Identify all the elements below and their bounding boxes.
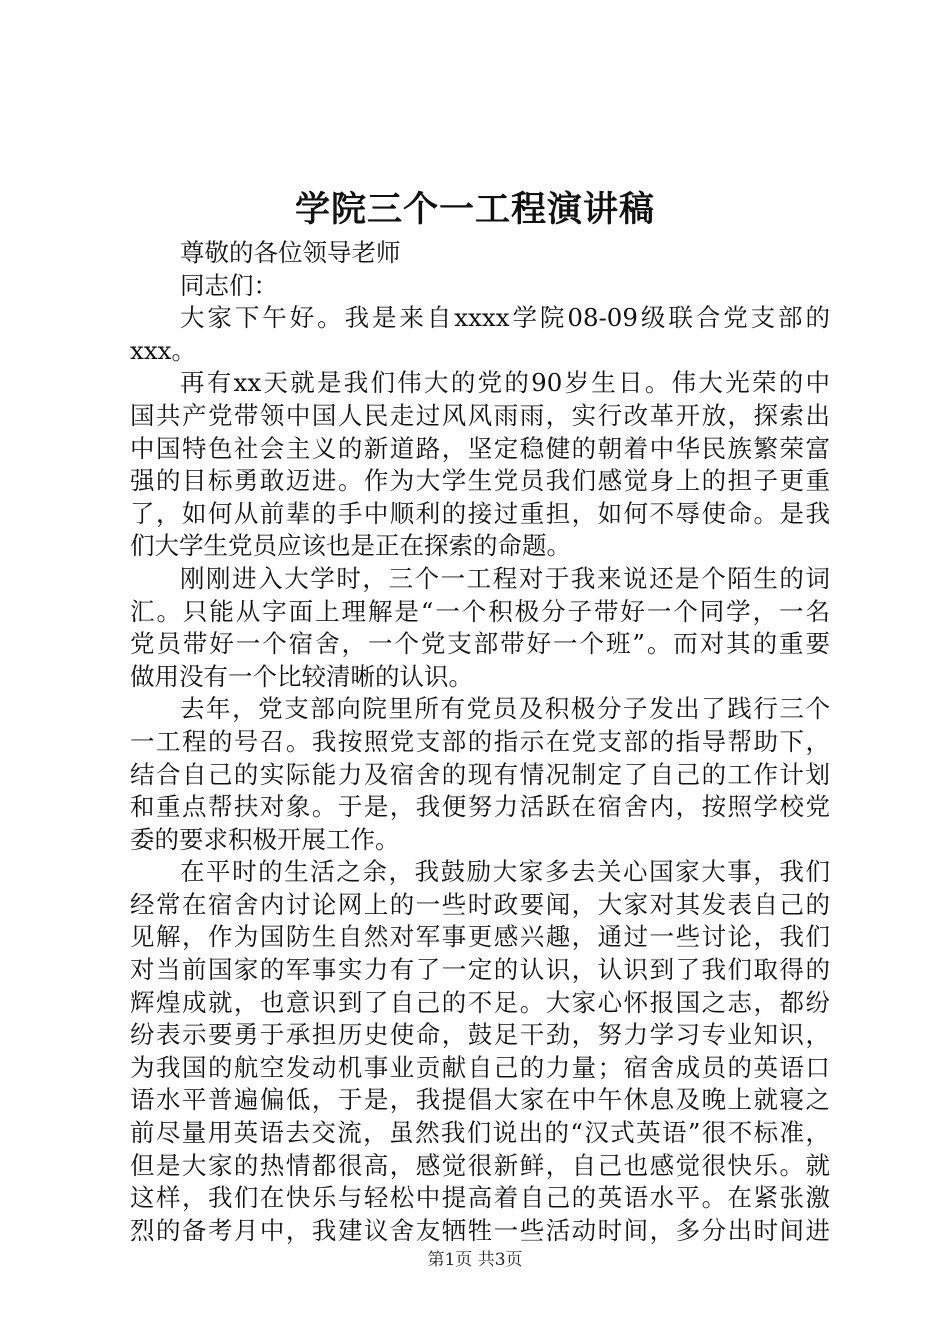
- text-line: 强的目标勇敢迈进。作为大学生党员我们感觉身上的担子更重: [130, 466, 830, 496]
- text-line: 烈的备考月中，我建议舍友牺牲一些活动时间，多分出时间进: [130, 1215, 830, 1245]
- text-line: 们大学生党员应该也是正在探索的命题。: [130, 531, 571, 561]
- text-line: 前尽量用英语去交流，虽然我们说出的“汉式英语”很不标准，: [130, 1118, 830, 1148]
- text-line: 国共产党带领中国人民走过风风雨雨，实行改革开放，探索出: [130, 400, 830, 430]
- text-line: 和重点帮扶对象。于是，我便努力活跃在宿舍内，按照学校党: [130, 792, 830, 822]
- text-line: 刚刚进入大学时，三个一工程对于我来说还是个陌生的词: [180, 563, 830, 593]
- text-line: 为我国的航空发动机事业贡献自己的力量；宿舍成员的英语口: [130, 1052, 830, 1082]
- text-line: 语水平普遍偏低，于是，我提倡大家在中午休息及晚上就寝之: [130, 1085, 830, 1115]
- text-line: 在平时的生活之余，我鼓励大家多去关心国家大事，我们: [180, 857, 830, 887]
- text-line: 去年，党支部向院里所有党员及积极分子发出了践行三个: [180, 694, 830, 724]
- text-line: 党员带好一个宿舍，一个党支部带好一个班”。而对其的重要: [130, 629, 830, 659]
- text-line: 同志们：: [180, 270, 278, 300]
- document-title: 学院三个一工程演讲稿: [294, 189, 655, 230]
- text-line: 但是大家的热情都很高，感觉很新鲜，自己也感觉很快乐。就: [130, 1150, 830, 1180]
- text-line: 再有xx天就是我们伟大的党的90岁生日。伟大光荣的中: [180, 368, 830, 398]
- text-line: 中国特色社会主义的新道路，坚定稳健的朝着中华民族繁荣富: [130, 433, 830, 463]
- text-line: 经常在宿舍内讨论网上的一些时政要闻，大家对其发表自己的: [130, 889, 830, 919]
- text-line: 做用没有一个比较清晰的认识。: [130, 661, 473, 691]
- text-line: 一工程的号召。我按照党支部的指示在党支部的指导帮助下，: [130, 726, 830, 756]
- text-line: 大家下午好。我是来自xxxx学院08-09级联合党支部的: [180, 303, 830, 333]
- text-line: 纷表示要勇于承担历史使命，鼓足干劲，努力学习专业知识，: [130, 1020, 830, 1050]
- document-body: [130, 237, 830, 1247]
- text-line: 委的要求积极开展工作。: [130, 824, 400, 854]
- page-footer: 第1页 共3页: [427, 1250, 523, 1270]
- text-line: 这样，我们在快乐与轻松中提高着自己的英语水平。在紧张激: [130, 1183, 830, 1213]
- text-line: 对当前国家的军事实力有了一定的认识，认识到了我们取得的: [130, 955, 830, 985]
- text-line: 汇。只能从字面上理解是“一个积极分子带好一个同学，一名: [130, 596, 830, 626]
- text-line: xxx。: [130, 335, 196, 365]
- text-line: 结合自己的实际能力及宿舍的现有情况制定了自己的工作计划: [130, 759, 830, 789]
- text-line: 尊敬的各位领导老师: [180, 238, 401, 267]
- text-line: 辉煌成就，也意识到了自己的不足。大家心怀报国之志，都纷: [130, 987, 830, 1017]
- text-line: 见解，作为国防生自然对军事更感兴趣，通过一些讨论，我们: [130, 922, 830, 952]
- text-line: 了，如何从前辈的手中顺利的接过重担，如何不辱使命。是我: [130, 498, 830, 528]
